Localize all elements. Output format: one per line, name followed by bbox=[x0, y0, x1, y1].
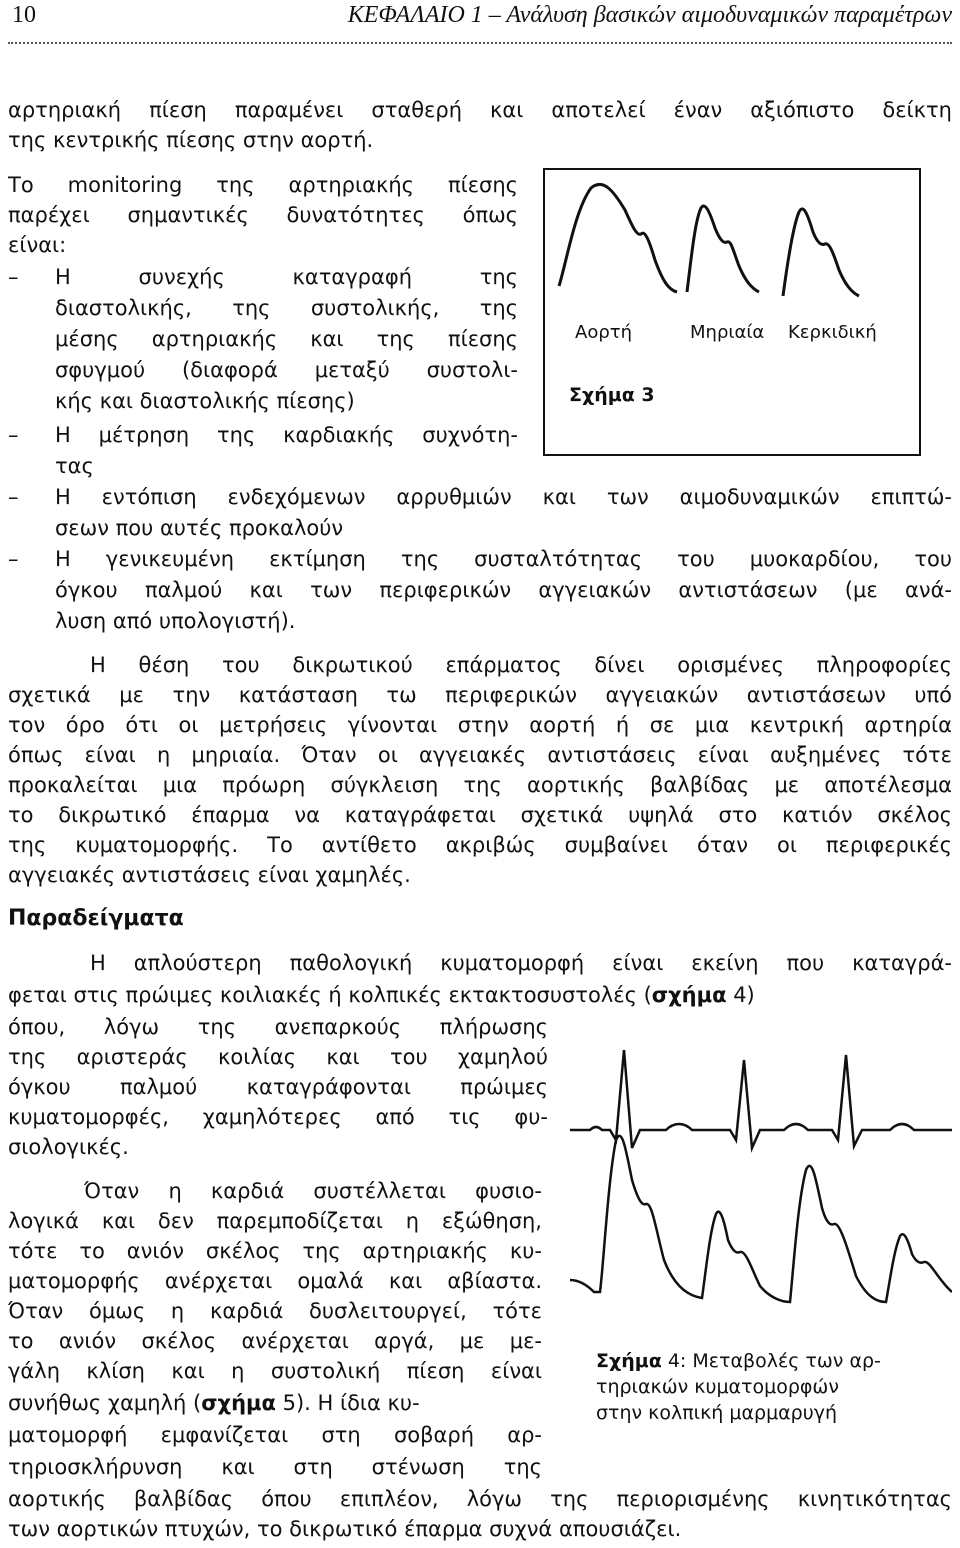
page-number: 10 bbox=[12, 2, 36, 28]
page-header bbox=[8, 2, 952, 38]
paragraph-line: Όταν η καρδιά συστέλλεται φυσιο- bbox=[84, 1179, 542, 1203]
paragraph-line: όπου, λόγω της ανεπαρκούς πλήρωσης bbox=[8, 1015, 548, 1039]
paragraph-line: όπως είναι η μηριαία. Όταν οι αγγειακές αντιστάσεις είναι αυξημένες τότε bbox=[8, 743, 952, 767]
radial-waveform bbox=[783, 209, 859, 296]
figure-4-caption: Σχήμα 4: Μεταβολές των αρ- τηριακών κυματομορφών στην κολπική μαρμαρυγή bbox=[596, 1350, 881, 1424]
section-title: Παραδείγματα bbox=[8, 906, 184, 931]
paragraph-line: γάλη κλίση και η συστολική πίεση είναι bbox=[8, 1359, 542, 1383]
paragraph-line: ματομορφή εμφανίζεται στη σοβαρή αρ- bbox=[8, 1423, 542, 1447]
bullet-line: κής και διαστολικής πίεσης) bbox=[55, 389, 355, 413]
bullet-dash: – bbox=[8, 265, 19, 289]
paragraph-line: τότε το ανιόν σκέλος της αρτηριακής κυ- bbox=[8, 1239, 542, 1263]
bullet-line: Η συνεχής καταγραφή της bbox=[55, 265, 518, 289]
paragraph-line: Όταν όμως η καρδιά δυσλειτουργεί, τότε bbox=[8, 1299, 542, 1323]
paragraph-line: σιολογικές. bbox=[8, 1135, 129, 1159]
paragraph-line: Η θέση του δικρωτικού επάρματος δίνει ορισμένες πληροφορίες bbox=[90, 653, 952, 677]
paragraph-line: τηριοσκλήρυνση και στη στένωση της bbox=[8, 1455, 542, 1479]
paragraph-line: αγγειακές αντιστάσεις είναι χαμηλές. bbox=[8, 863, 411, 887]
femoral-waveform bbox=[687, 206, 759, 292]
paragraph-line: παρέχει σημαντικές δυνατότητες όπως bbox=[8, 203, 518, 227]
figure-3-waveforms bbox=[545, 170, 919, 454]
bullet-line: όγκου παλμού και των περιφερικών αγγειακών αντιστάσεων (με ανά- bbox=[55, 578, 952, 602]
bullet-dash: – bbox=[8, 423, 19, 447]
paragraph-line: ματομορφής ανέρχεται ομαλά και αβίαστα. bbox=[8, 1269, 542, 1293]
figure-3-caption: Σχήμα 3 bbox=[569, 384, 655, 406]
aortic-waveform bbox=[559, 184, 677, 292]
label-femoral: Μηριαία bbox=[690, 322, 765, 343]
bullet-line: Η μέτρηση της καρδιακής συχνότη- bbox=[55, 423, 518, 447]
bullet-line: σεων που αυτές προκαλούν bbox=[55, 516, 344, 540]
chapter-title: ΚΕΦΑΛΑΙΟ 1 – Ανάλυση βασικών αιμοδυναμικών παραμέτρων bbox=[347, 2, 952, 28]
bullet-line: λυση από υπολογιστή). bbox=[55, 609, 296, 633]
paragraph-line: αορτικής βαλβίδας όπου επιπλέον, λόγω της περιορισμένης κινητικότητας bbox=[8, 1487, 952, 1511]
paragraph-line: Η απλούστερη παθολογική κυματομορφή είναι εκείνη που καταγρά- bbox=[90, 951, 952, 975]
arterial-trace bbox=[570, 1136, 952, 1302]
bullet-line: Η γενικευμένη εκτίμηση της συσταλτότητας του μυοκαρδίου, του bbox=[55, 547, 952, 571]
paragraph-line: λογικά και δεν παρεμποδίζεται η εξώθηση, bbox=[8, 1209, 542, 1233]
label-aorta: Αορτή bbox=[575, 322, 632, 343]
bullet-dash: – bbox=[8, 485, 19, 509]
paragraph-line: της αριστεράς κοιλίας και του χαμηλού bbox=[8, 1045, 548, 1069]
paragraph-line: συνήθως χαμηλή (σχήμα 5). Η ίδια κυ- bbox=[8, 1391, 420, 1415]
paragraph-line: των αορτικών πτυχών, το δικρωτικό έπαρμα συχνά απουσιάζει. bbox=[8, 1517, 682, 1541]
paragraph-line: προκαλείται μια πρόωρη σύγκλειση της αορτικής βαλβίδας με αποτέλεσμα bbox=[8, 773, 952, 797]
figure-3 bbox=[543, 168, 921, 456]
label-radial: Κερκιδική bbox=[788, 322, 877, 343]
paragraph-line: είναι: bbox=[8, 233, 67, 257]
bullet-line: σφυγμού (διαφορά μεταξύ συστολι- bbox=[55, 358, 518, 382]
header-divider bbox=[8, 42, 952, 44]
paragraph-line: αρτηριακή πίεση παραμένει σταθερή και αποτελεί έναν αξιόπιστο δείκτη bbox=[8, 98, 952, 122]
paragraph-line: φεται στις πρώιμες κοιλιακές ή κολπικές εκτακτοσυστολές (σχήμα 4) bbox=[8, 983, 755, 1007]
paragraph-line: τον όρο ότι οι μετρήσεις γίνονται στην αορτή ή σε μια κεντρική αρτηρία bbox=[8, 713, 952, 737]
paragraph-line: όγκου παλμού καταγράφονται πρώιμες bbox=[8, 1075, 548, 1099]
bullet-line: τας bbox=[55, 454, 94, 478]
figure-4 bbox=[570, 1030, 952, 1360]
paragraph-line: κυματομορφές, χαμηλότερες από τις φυ- bbox=[8, 1105, 548, 1129]
bullet-line: μέσης αρτηριακής και της πίεσης bbox=[55, 327, 518, 351]
paragraph-line: το ανιόν σκέλος ανέρχεται αργά, με με- bbox=[8, 1329, 542, 1353]
figure-4-waveforms bbox=[570, 1030, 952, 1350]
bullet-dash: – bbox=[8, 547, 19, 571]
paragraph-line: το δικρωτικό έπαρμα να καταγράφεται σχετικά υψηλά στο κατιόν σκέλος bbox=[8, 803, 952, 827]
paragraph-line: σχετικά με την κατάσταση τω περιφερικών αγγειακών αντιστάσεων υπό bbox=[8, 683, 952, 707]
bullet-line: διαστολικής, της συστολικής, της bbox=[55, 296, 518, 320]
paragraph-line: της κυματομορφής. Το αντίθετο ακριβώς συμβαίνει όταν οι περιφερικές bbox=[8, 833, 952, 857]
ecg-trace bbox=[570, 1050, 952, 1148]
paragraph-line: της κεντρικής πίεσης στην αορτή. bbox=[8, 128, 374, 152]
paragraph-line: Το monitoring της αρτηριακής πίεσης bbox=[8, 173, 518, 197]
bullet-line: Η εντόπιση ενδεχόμενων αρρυθμιών και των αιμοδυναμικών επιπτώ- bbox=[55, 485, 952, 509]
